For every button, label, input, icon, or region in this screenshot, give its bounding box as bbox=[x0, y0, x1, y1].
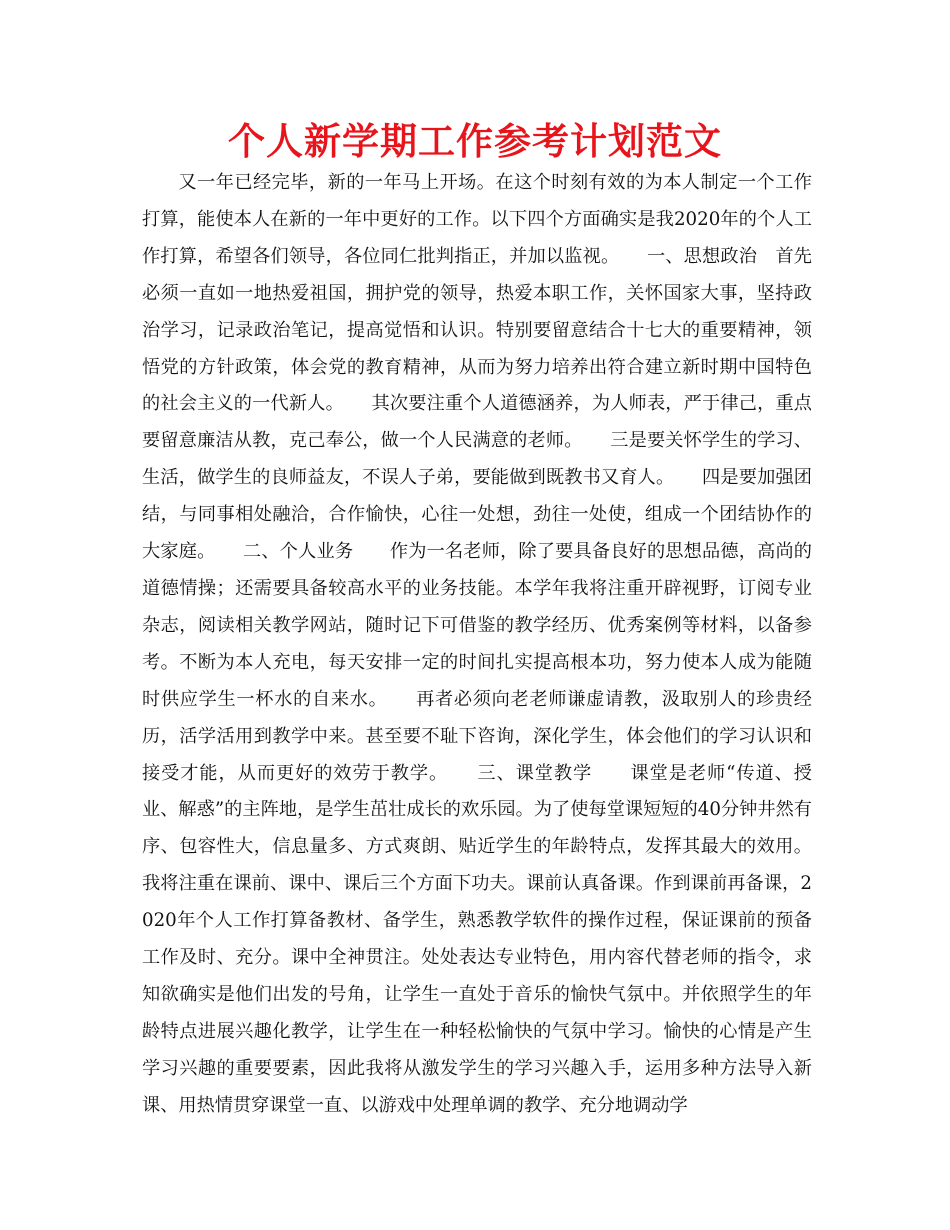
body-paragraph: 又一年已经完毕，新的一年马上开场。在这个时刻有效的为本人制定一个工作打算，能使本人在新的一年中更好的工作。以下四个方面确实是我2020年的个人工作打算，希望各们领导，各位同仁批判指正，并加以监视。 一、思想政治 首先必须一直如一地热爱祖国，拥护党的领导，热爱本职工作，关怀国家大事，坚持政治学习，记录政治笔记，提高觉悟和认识。特别要留意结合十七大的重要精神，领悟党的方针政策，体会党的教育精神，从而为努力培养出符合建立新时期中国特色的社会主义的一代新人。 其次要注重个人道德涵养，为人师表，严于律己，重点要留意廉洁从教，克己奉公，做一个人民满意的老师。 三是要关怀学生的学习、生活，做学生的良师益友，不误人子弟，要能做到既教书又育人。 四是要加强团结，与同事相处融洽，合作愉快，心往一处想，劲往一处使，组成一个团结协作的大家庭。 二、个人业务 作为一名老师，除了要具备良好的思想品德，高尚的道德情操；还需要具备较高水平的业务技能。本学年我将注重开辟视野，订阅专业杂志，阅读相关教学网站，随时记下可借鉴的教学经历、优秀案例等材料，以备参考。不断为本人充电，每天安排一定的时间扎实提高根本功，努力使本人成为能随时供应学生一杯水的自来水。 再者必须向老老师谦虚请教，汲取别人的珍贵经历，活学活用到教学中来。甚至要不耻下咨询，深化学生，体会他们的学习认识和接受才能，从而更好的效劳于教学。 三、课堂教学 课堂是老师“传道、授业、解惑”的主阵地，是学生茁壮成长的欢乐园。为了使每堂课短短的40分钟井然有序、包容性大，信息量多、方式爽朗、贴近学生的年龄特点，发挥其最大的效用。我将注重在课前、课中、课后三个方面下功夫。课前认真备课。作到课前再备课，2020年个人工作打算备教材、备学生，熟悉教学软件的操作过程，保证课前的预备工作及时、充分。课中全神贯注。处处表达专业特色，用内容代替老师的指令，求知欲确实是他们出发的号角，让学生一直处于音乐的愉快气氛中。并依照学生的年龄特点进展兴趣化教学，让学生在一种轻松愉快的气氛中学习。愉快的心情是产生学习兴趣的重要要素，因此我将从激发学生的学习兴趣入手，运用多种方法导入新课、用热情贯穿课堂一直、以游戏中处理单调的教学、充分地调动学 bbox=[142, 172, 812, 1116]
page-title: 个人新学期工作参考计划范文 bbox=[228, 120, 722, 163]
